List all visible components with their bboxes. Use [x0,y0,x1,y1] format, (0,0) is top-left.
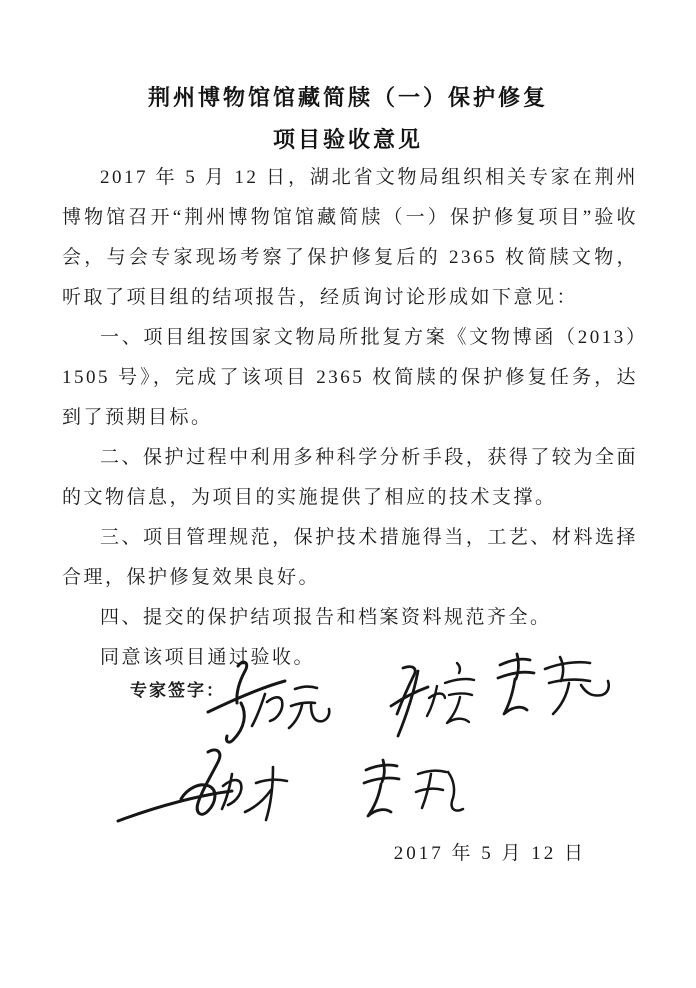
handwritten-signature-2 [385,656,480,746]
document-title-line2: 项目验收意见 [272,128,423,153]
signature-label: 专家签字： [130,681,225,700]
document-title-line1: 荆州博物馆馆藏简牍（一）保护修复 [147,86,548,111]
handwritten-signature-5 [352,756,470,828]
paragraph-item-3: 三、项目管理规范，保护技术措施得当，工艺、材料选择合理，保护修复效果良好。 [62,527,638,588]
paragraph-item-1: 一、项目组按国家文物局所批复方案《文物博函（2013）1505 号》，完成了该项目 2365 枚简牍的保护修复任务，达到了预期目标。 [62,327,638,428]
paragraph-item-4: 四、提交的保护结项报告和档案资料规范齐全。 [100,607,552,628]
paragraph-item-2: 二、保护过程中利用多种科学分析手段，获得了较为全面的文物信息，为项目的实施提供了相应的技术支撑。 [62,447,638,508]
handwritten-signature-1 [205,656,335,751]
document-body [62,158,638,678]
paragraph-conclusion: 同意该项目通过验收。 [100,647,316,668]
paragraph-intro: 2017 年 5 月 12 日，湖北省文物局组织相关专家在荆州博物馆召开“荆州博物馆馆藏简牍（一）保护修复项目”验收会，与会专家现场考察了保护修复后的 2365 枚简牍文物，听取了项目组的结项报告，经质询讨论形成如下意见： [62,167,638,308]
handwritten-signature-4 [110,746,310,838]
signature-area [0,648,696,838]
handwritten-signature-3 [488,648,616,728]
document-date: 2017 年 5 月 12 日 [393,843,586,864]
document-title [0,78,696,162]
